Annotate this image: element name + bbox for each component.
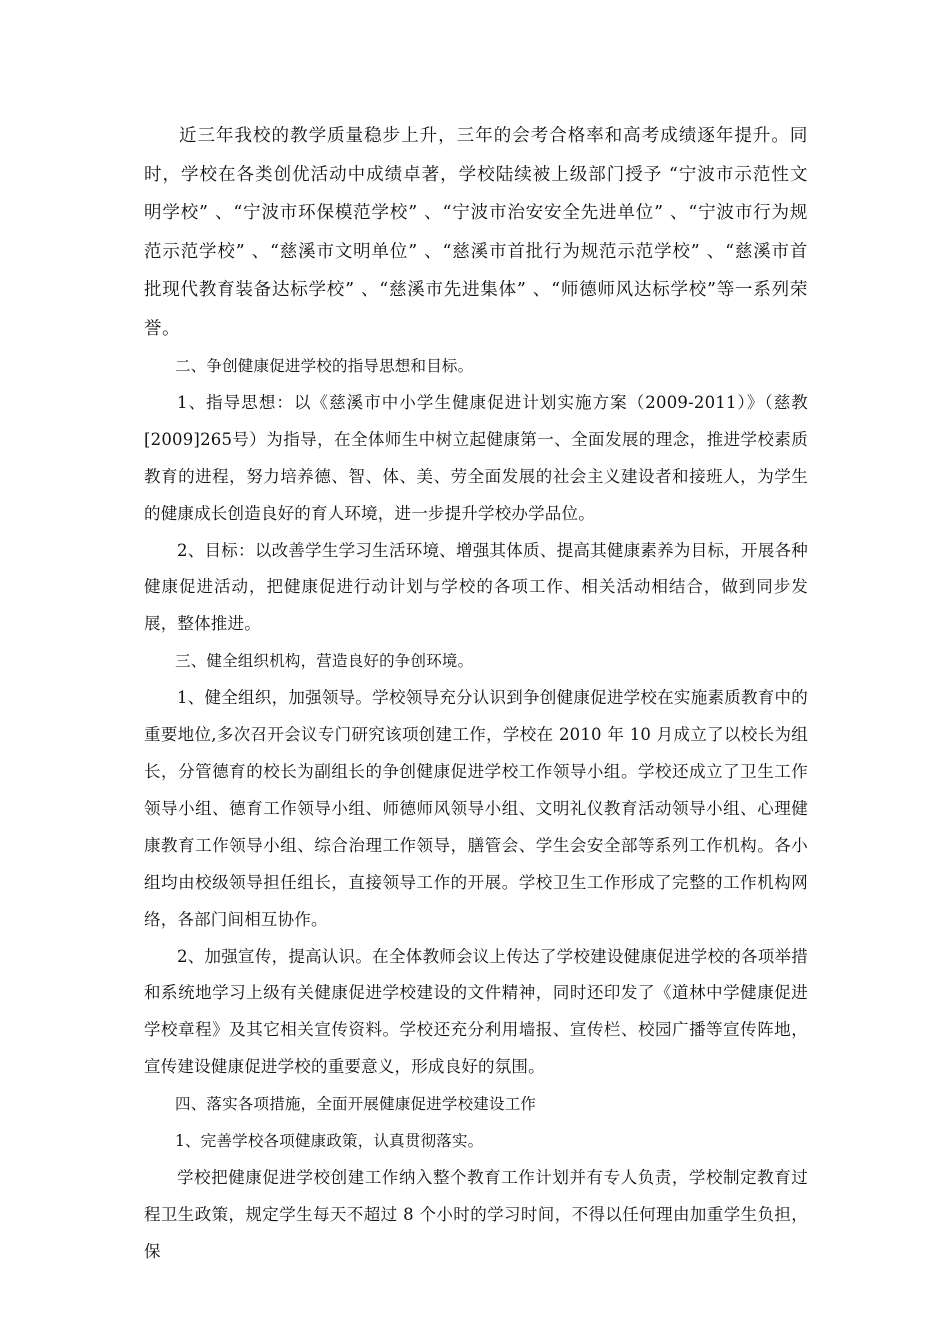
section-heading-organization: 三、健全组织机构，营造良好的争创环境。 <box>175 652 474 671</box>
paragraph-publicity: 2、加强宣传，提高认识。在全体教师会议上传达了学校建设健康促进学校的各项举措和系统地学习上级有关健康促进学校建设的文件精神，同时还印发了《道林中学健康促进学校章程》及其它相关宣传资料。学校还充分利用墙报、宣传栏、校园广播等宣传阵地，宣传建设健康促进学校的重要意义，形成良好的氛围。 <box>144 946 808 1077</box>
paragraph-guiding-thought: 1、指导思想：以《慈溪市中小学生健康促进计划实施方案（2009-2011）》（慈教[2009]265号）为指导，在全体师生中树立起健康第一、全面发展的理念，推进学校素质教育的进程，努力培养德、智、体、美、劳全面发展的社会主义建设者和接班人，为学生的健康成长创造良好的育人环境，进一步提升学校办学品位。 <box>144 392 808 523</box>
subheading-health-policy: 1、完善学校各项健康政策，认真贯彻落实。 <box>175 1132 484 1151</box>
paragraph-leadership: 1、健全组织，加强领导。学校领导充分认识到争创健康促进学校在实施素质教育中的重要地位,多次召开会议专门研究该项创建工作，学校在 2010 年 10 月成立了以校长为组长，分管德育的校长为副组长的争创健康促进学校工作领导小组。学校还成立了卫生工作领导小组、德育工作领导小组、师德师风领导小组、文明礼仪教育活动领导小组、心理健康教育工作领导小组、综合治理工作领导，膳管会、学生会安全部等系列工作机构。各小组均由校级领导担任组长，直接领导工作的开展。学校卫生工作形成了完整的工作机构网络，各部门间相互协作。 <box>144 688 808 929</box>
section-heading-measures: 四、落实各项措施，全面开展健康促进学校建设工作 <box>175 1095 537 1114</box>
section-heading-guiding-ideas: 二、争创健康促进学校的指导思想和目标。 <box>175 357 474 375</box>
paragraph-school-honors: 近三年我校的教学质量稳步上升，三年的会考合格率和高考成绩逐年提升。同时，学校在各类创优活动中成绩卓著，学校陆续被上级部门授予 “宁波市示范性文明学校” 、“宁波市环保模范学校” 、“宁波市治安安全先进单位” 、“宁波市行为规范示范学校” 、“慈溪市文明单位” 、“慈溪市首批行为规范示范学校” 、“慈溪市首批现代教育装备达标学校” 、“慈溪市先进集体” 、“师德师风达标学校”等一系列荣誉。 <box>144 126 808 339</box>
paragraph-goal: 2、目标：以改善学生学习生活环境、增强其体质、提高其健康素养为目标，开展各种健康促进活动，把健康促进行动计划与学校的各项工作、相关活动相结合，做到同步发展，整体推进。 <box>144 540 808 634</box>
paragraph-health-policy: 学校把健康促进学校创建工作纳入整个教育工作计划并有专人负责，学校制定教育过程卫生政策，规定学生每天不超过 8 个小时的学习时间，不得以任何理由加重学生负担，保 <box>144 1167 808 1261</box>
document-page <box>144 117 808 1271</box>
